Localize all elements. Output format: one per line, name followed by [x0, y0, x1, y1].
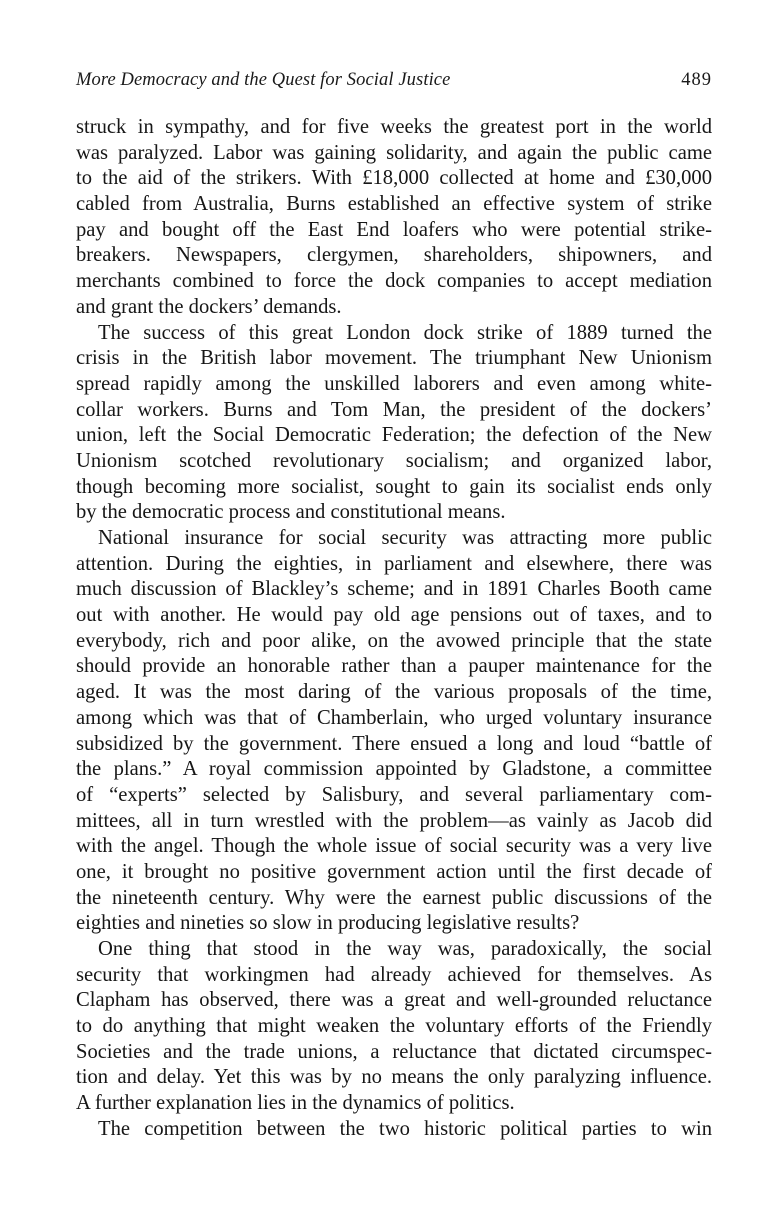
text-line: security that workingmen had already achieved for themselves. As — [76, 963, 712, 986]
text-line: of “experts” selected by Salisbury, and several parliamentary com- — [76, 783, 712, 806]
running-title: More Democracy and the Quest for Social Justice — [76, 70, 451, 90]
page-number: 489 — [681, 70, 712, 90]
text-line: though becoming more socialist, sought to gain its socialist ends only — [76, 475, 712, 498]
text-line: the plans.” A royal commission appointed by Gladstone, a committee — [76, 758, 712, 781]
text-line: Societies and the trade unions, a reluctance that dictated circumspec- — [76, 1040, 712, 1063]
text-line: mittees, all in turn wrestled with the problem—as vainly as Jacob did — [76, 809, 712, 832]
text-line: aged. It was the most daring of the various proposals of the time, — [76, 681, 712, 704]
text-line: breakers. Newspapers, clergymen, shareholders, shipowners, and — [76, 244, 712, 267]
text-line: was paralyzed. Labor was gaining solidarity, and again the public came — [76, 141, 712, 164]
text-line: union, left the Social Democratic Federation; the defection of the New — [76, 424, 712, 447]
text-line: to do anything that might weaken the voluntary efforts of the Friendly — [76, 1015, 712, 1038]
text-line: The success of this great London dock strike of 1889 turned the — [98, 321, 712, 344]
text-line: one, it brought no positive government action until the first decade of — [76, 860, 712, 883]
text-line: subsidized by the government. There ensued a long and loud “battle of — [76, 732, 712, 755]
text-line: attention. During the eighties, in parliament and elsewhere, there was — [76, 552, 712, 575]
text-line: One thing that stood in the way was, paradoxically, the social — [98, 938, 712, 960]
text-line: and grant the dockers’ demands. — [76, 295, 342, 318]
text-line: out with another. He would pay old age pensions out of taxes, and to — [76, 604, 712, 627]
text-line: Clapham has observed, there was a great and well-grounded reluctance — [76, 989, 712, 1012]
text-line: spread rapidly among the unskilled laborers and even among white- — [76, 372, 712, 395]
text-line: by the democratic process and constitutional means. — [76, 501, 506, 524]
text-line: should provide an honorable rather than a pauper maintenance for the — [76, 655, 712, 678]
text-line: struck in sympathy, and for five weeks the greatest port in the world — [76, 116, 712, 138]
body-text — [76, 115, 712, 1143]
text-line: The competition between the two historic political parties to win — [98, 1117, 712, 1140]
running-head — [76, 70, 712, 98]
text-line: to the aid of the strikers. With £18,000 collected at home and £30,000 — [76, 167, 712, 190]
text-line: much discussion of Blackley’s scheme; and in 1891 Charles Booth came — [76, 578, 712, 601]
text-line: Unionism scotched revolutionary socialism; and organized labor, — [76, 449, 712, 472]
text-line: cabled from Australia, Burns established an effective system of strike — [76, 193, 712, 216]
text-line: everybody, rich and poor alike, on the avowed principle that the state — [76, 629, 712, 652]
text-line: National insurance for social security was attracting more public — [98, 527, 712, 549]
text-line: A further explanation lies in the dynamics of politics. — [76, 1092, 515, 1115]
text-line: among which was that of Chamberlain, who urged voluntary insurance — [76, 706, 712, 729]
text-line: collar workers. Burns and Tom Man, the president of the dockers’ — [76, 398, 712, 421]
text-line: eighties and nineties so slow in producing legislative results? — [76, 912, 580, 935]
text-line: with the angel. Though the whole issue of social security was a very live — [76, 835, 712, 858]
text-line: merchants combined to force the dock companies to accept mediation — [76, 270, 712, 293]
text-line: crisis in the British labor movement. The triumphant New Unionism — [76, 347, 712, 370]
text-line: pay and bought off the East End loafers who were potential strike- — [76, 218, 712, 241]
text-line: tion and delay. Yet this was by no means the only paralyzing influence. — [76, 1066, 712, 1089]
text-line: the nineteenth century. Why were the earnest public discussions of the — [76, 886, 712, 909]
